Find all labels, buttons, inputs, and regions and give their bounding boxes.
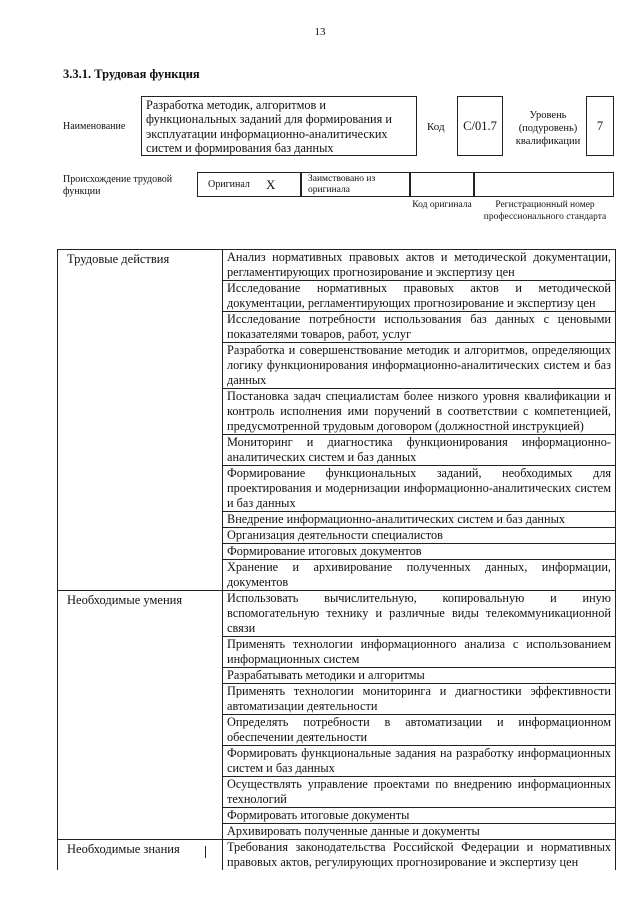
table-item-cell: Разработка и совершенствование методик и алгоритмов, определяющих логику функционирования информационно-аналитических систем и баз данных — [223, 343, 616, 389]
function-name-value: Разработка методик, алгоритмов и функциональных заданий для формирования и эксплуатации информационно-аналитических систем и формирования баз данных — [141, 96, 417, 156]
reg-number-label: Регистрационный номер профессионального стандарта — [483, 200, 607, 222]
section-title-cell: Трудовые действия — [58, 250, 223, 591]
origin-label: Происхождение трудовой функции — [63, 174, 173, 197]
section-title-cell: Необходимые знания — [58, 840, 223, 871]
table-item-cell: Организация деятельности специалистов — [223, 528, 616, 544]
original-cell — [197, 172, 301, 197]
table-item-cell: Формирование итоговых документов — [223, 544, 616, 560]
original-code-cell — [410, 172, 474, 197]
table-item-cell: Внедрение информационно-аналитических систем и баз данных — [223, 512, 616, 528]
level-value-text: 7 — [596, 118, 604, 133]
name-label: Наименование — [63, 121, 126, 132]
table-row — [58, 840, 616, 871]
table-left-edge — [57, 846, 58, 858]
page-number: 13 — [314, 26, 326, 38]
code-value-text: С/01.7 — [463, 118, 497, 133]
qualification-level-value — [586, 96, 614, 156]
table-item-cell: Исследование потребности использования баз данных с ценовыми показателями товаров, работ, услуг — [223, 312, 616, 343]
table-item-cell: Формировать функциональные задания на разработку информационных систем и баз данных — [223, 746, 616, 777]
table-item-cell: Формировать итоговые документы — [223, 808, 616, 824]
table-item-cell: Постановка задач специалистам более низкого уровня квалификации и контроль исполнения ими поручений в соответствии с компетенцией, предусмотренной трудовым договором (должностной инструкцией) — [223, 389, 616, 435]
table-item-cell: Мониторинг и диагностика функционирования информационно-аналитических систем и баз данных — [223, 435, 616, 466]
table-item-cell: Определять потребности в автоматизации и информационном обеспечении деятельности — [223, 715, 616, 746]
section-title: 3.3.1. Трудовая функция — [63, 67, 200, 81]
table-divider-edge — [205, 846, 206, 858]
section-title-cell: Необходимые умения — [58, 591, 223, 840]
original-mark: Х — [266, 177, 276, 192]
table-row — [58, 250, 616, 281]
table-item-cell: Осуществлять управление проектами по внедрению информационных технологий — [223, 777, 616, 808]
table-item-cell: Архивировать полученные данные и документы — [223, 824, 616, 840]
labor-function-table — [57, 249, 616, 870]
table-item-cell: Анализ нормативных правовых актов и методической документации, регламентирующих прогнозирование и экспертизу цен — [223, 250, 616, 281]
table-item-cell: Применять технологии информационного анализа с использованием информационных систем — [223, 637, 616, 668]
table-item-cell: Формирование функциональных заданий, необходимых для проектирования и модернизации информационно-аналитических систем и баз данных — [223, 466, 616, 512]
code-label: Код — [427, 121, 445, 133]
qualification-level-label: Уровень (подуровень) квалификации — [515, 110, 581, 147]
borrowed-label: Заимствовано из оригинала — [301, 172, 410, 197]
table-item-cell: Использовать вычислительную, копировальную и иную вспомогательную технику и различные виды телекоммуникационной связи — [223, 591, 616, 637]
original-code-label: Код оригинала — [412, 200, 472, 210]
table-item-cell: Разрабатывать методики и алгоритмы — [223, 668, 616, 684]
code-value — [457, 96, 503, 156]
table-item-cell: Исследование нормативных правовых актов и методической документации, регламентирующих прогнозирование и экспертизу цен — [223, 281, 616, 312]
reg-number-cell — [474, 172, 614, 197]
table-row — [58, 591, 616, 637]
table-item-cell: Требования законодательства Российской Федерации и нормативных правовых актов, регулирующих прогнозирование и экспертизу цен — [223, 840, 616, 871]
original-label: Оригинал — [208, 179, 250, 190]
table-item-cell: Хранение и архивирование полученных данных, информации, документов — [223, 560, 616, 591]
table-item-cell: Применять технологии мониторинга и диагностики эффективности автоматизации деятельности — [223, 684, 616, 715]
